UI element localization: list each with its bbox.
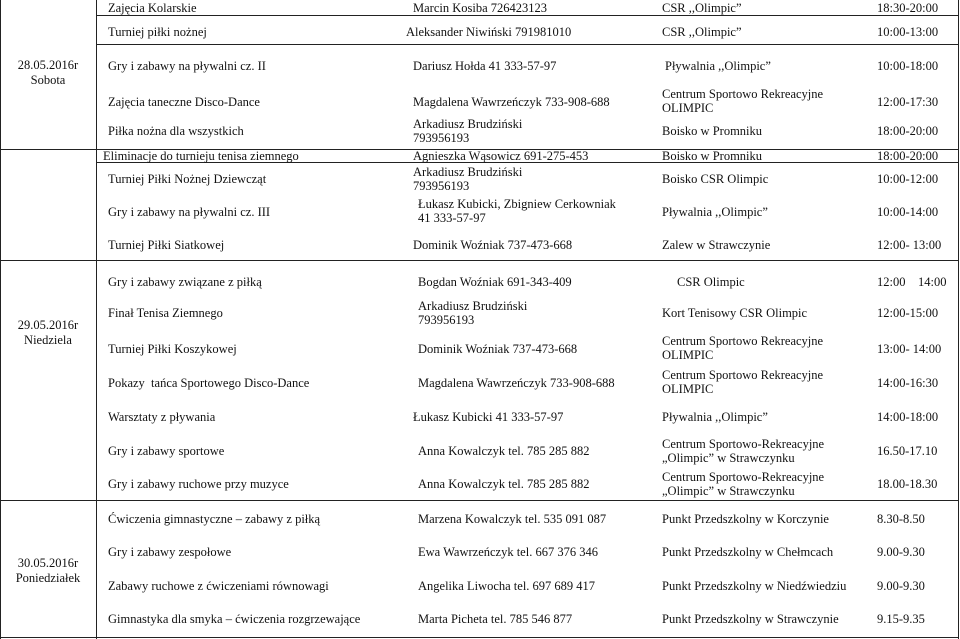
organizer-cell: Dominik Woźniak 737-473-668 — [418, 342, 578, 356]
event-cell: Zabawy ruchowe z ćwiczeniami równowagi — [108, 579, 329, 593]
day-date: 29.05.2016r — [17, 318, 79, 332]
organizer-cell — [413, 165, 522, 193]
row-divider — [0, 500, 959, 501]
day-column-divider — [96, 0, 97, 639]
organizer-line: 41 333-57-97 — [418, 211, 486, 225]
event-cell: Piłka nożna dla wszystkich — [108, 124, 244, 138]
organizer-line: Arkadiusz Brudziński — [418, 299, 528, 313]
place-cell: Kort Tenisowy CSR Olimpic — [662, 306, 808, 320]
event-cell: Gry i zabawy na pływalni cz. II — [108, 59, 266, 73]
organizer-line: 793956193 — [413, 131, 470, 145]
time-cell: 8.30-8.50 — [877, 512, 925, 526]
place-line: Centrum Sportowo Rekreacyjne — [662, 87, 824, 101]
place-cell: Boisko CSR Olimpic — [662, 172, 769, 186]
time-cell: 13:00- 14:00 — [877, 342, 942, 356]
time-cell: 18.00-18.30 — [877, 477, 938, 491]
day-cell — [0, 58, 96, 88]
organizer-cell — [418, 299, 527, 327]
row-divider — [96, 44, 959, 45]
row-divider — [0, 260, 959, 261]
place-cell — [662, 368, 823, 396]
event-cell: Gimnastyka dla smyka – ćwiczenia rozgrzewające — [108, 612, 361, 626]
time-cell: 18:30-20:00 — [877, 1, 939, 15]
time-cell: 10:00-13:00 — [877, 25, 939, 39]
place-cell: Punkt Przedszkolny w Chełmcach — [662, 545, 834, 559]
place-cell: Punkt Przedszkolny w Strawczynie — [662, 612, 839, 626]
place-line: OLIMPIC — [662, 382, 714, 396]
place-line: „Olimpic” w Strawczynku — [662, 484, 795, 498]
event-cell: Gry i zabawy na pływalni cz. III — [108, 205, 271, 219]
day-name: Sobota — [30, 73, 66, 87]
organizer-cell: Aleksander Niwiński 791981010 — [406, 25, 572, 39]
row-divider — [0, 637, 959, 638]
time-cell: 9.00-9.30 — [877, 545, 925, 559]
time-cell: 12:00-15:00 — [877, 306, 939, 320]
place-cell — [662, 87, 823, 115]
organizer-cell: Magdalena Wawrzeńczyk 733-908-688 — [418, 376, 615, 390]
organizer-line: Łukasz Kubicki, Zbigniew Cerkowniak — [418, 197, 616, 211]
event-cell: Turniej Piłki Siatkowej — [108, 238, 225, 252]
event-cell: Gry i zabawy związane z piłką — [108, 275, 262, 289]
time-cell: 16.50-17.10 — [877, 444, 938, 458]
event-cell: Pokazy tańca Sportowego Disco-Dance — [108, 376, 310, 390]
time-cell: 14:00-16:30 — [877, 376, 939, 390]
place-line: OLIMPIC — [662, 348, 714, 362]
place-cell: CSR ,,Olimpic” — [662, 25, 742, 39]
place-cell — [662, 470, 824, 498]
organizer-line: 793956193 — [418, 313, 475, 327]
event-cell: Finał Tenisa Ziemnego — [108, 306, 223, 320]
event-cell: Zajęcia Kolarskie — [108, 1, 197, 15]
place-line: Centrum Sportowo Rekreacyjne — [662, 334, 824, 348]
time-cell: 9.15-9.35 — [877, 612, 925, 626]
event-cell: Eliminacje do turnieju tenisa ziemnego — [103, 149, 299, 163]
time-cell: 10:00-12:00 — [877, 172, 939, 186]
time-cell: 12:00-17:30 — [877, 95, 939, 109]
event-cell: Ćwiczenia gimnastyczne – zabawy z piłką — [108, 512, 321, 526]
organizer-cell: Magdalena Wawrzeńczyk 733-908-688 — [413, 95, 610, 109]
organizer-cell — [413, 117, 522, 145]
place-cell — [662, 437, 824, 465]
place-cell: Punkt Przedszkolny w Korczynie — [662, 512, 829, 526]
place-cell: CSR Olimpic — [677, 275, 745, 289]
organizer-line: 793956193 — [413, 179, 470, 193]
day-date: 28.05.2016r — [17, 58, 79, 72]
organizer-line: Arkadiusz Brudziński — [413, 165, 523, 179]
time-cell: 10:00-18:00 — [877, 59, 939, 73]
organizer-cell: Marcin Kosiba 726423123 — [413, 1, 548, 15]
place-cell: CSR ,,Olimpic” — [662, 1, 742, 15]
organizer-cell: Łukasz Kubicki 41 333-57-97 — [413, 410, 564, 424]
organizer-cell: Angelika Liwocha tel. 697 689 417 — [418, 579, 596, 593]
day-cell — [0, 556, 96, 586]
place-cell: Boisko w Promniku — [662, 124, 763, 138]
time-cell: 12:00 14:00 — [877, 275, 947, 289]
organizer-cell: Agnieszka Wąsowicz 691-275-453 — [413, 149, 589, 163]
organizer-cell: Anna Kowalczyk tel. 785 285 882 — [418, 477, 590, 491]
place-cell: Punkt Przedszkolny w Niedźwiedziu — [662, 579, 847, 593]
place-line: Centrum Sportowo-Rekreacyjne — [662, 437, 825, 451]
event-cell: Gry i zabawy zespołowe — [108, 545, 232, 559]
time-cell: 10:00-14:00 — [877, 205, 939, 219]
place-cell: Pływalnia ,,Olimpic” — [662, 410, 768, 424]
place-line: Centrum Sportowo Rekreacyjne — [662, 368, 824, 382]
table-border-right — [958, 0, 959, 639]
time-cell: 14:00-18:00 — [877, 410, 939, 424]
event-cell: Gry i zabawy sportowe — [108, 444, 225, 458]
time-cell: 18:00-20:00 — [877, 149, 939, 163]
organizer-cell: Marta Picheta tel. 785 546 877 — [418, 612, 573, 626]
event-cell: Turniej Piłki Koszykowej — [108, 342, 237, 356]
organizer-line: Arkadiusz Brudziński — [413, 117, 523, 131]
day-name: Poniedziałek — [15, 571, 81, 585]
day-name: Niedziela — [24, 333, 72, 347]
place-line: Centrum Sportowo-Rekreacyjne — [662, 470, 825, 484]
organizer-cell: Bogdan Woźniak 691-343-409 — [418, 275, 572, 289]
organizer-cell: Dominik Woźniak 737-473-668 — [413, 238, 573, 252]
event-cell: Turniej Piłki Nożnej Dziewcząt — [108, 172, 267, 186]
time-cell: 9.00-9.30 — [877, 579, 925, 593]
row-divider — [96, 15, 959, 16]
place-cell — [662, 334, 823, 362]
place-cell: Boisko w Promniku — [662, 149, 763, 163]
time-cell: 12:00- 13:00 — [877, 238, 942, 252]
time-cell: 18:00-20:00 — [877, 124, 939, 138]
organizer-cell — [418, 197, 616, 225]
organizer-cell: Anna Kowalczyk tel. 785 285 882 — [418, 444, 590, 458]
event-cell: Warsztaty z pływania — [108, 410, 216, 424]
day-date: 30.05.2016r — [17, 556, 79, 570]
place-line: „Olimpic” w Strawczynku — [662, 451, 795, 465]
day-cell — [0, 318, 96, 348]
event-cell: Turniej piłki nożnej — [108, 25, 207, 39]
organizer-cell: Marzena Kowalczyk tel. 535 091 087 — [418, 512, 607, 526]
place-line: OLIMPIC — [662, 101, 714, 115]
place-cell: Pływalnia ,,Olimpic” — [662, 205, 768, 219]
organizer-cell: Dariusz Hołda 41 333-57-97 — [413, 59, 557, 73]
event-cell: Gry i zabawy ruchowe przy muzyce — [108, 477, 289, 491]
organizer-cell: Ewa Wawrzeńczyk tel. 667 376 346 — [418, 545, 598, 559]
place-cell: Pływalnia ,,Olimpic” — [665, 59, 771, 73]
place-cell: Zalew w Strawczynie — [662, 238, 771, 252]
event-cell: Zajęcia taneczne Disco-Dance — [108, 95, 260, 109]
